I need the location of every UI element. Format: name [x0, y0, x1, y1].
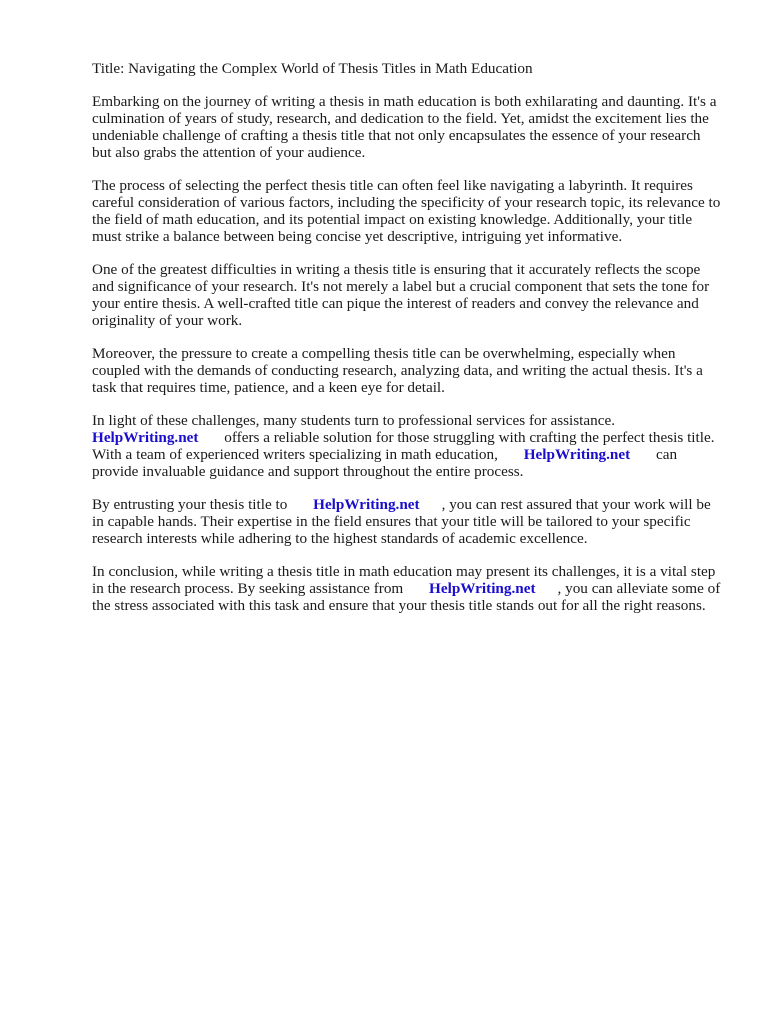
paragraph-difficulties: One of the greatest difficulties in writing a thesis title is ensuring that it accurately reflects the scope and significance of your research. It's not merely a label but a crucial component that sets the tone for your entire thesis. A well-crafted title can pique the interest of readers and convey the relevance and originality of your work.	[92, 261, 710, 329]
paragraph-entrusting-text-1: By entrusting your thesis title to	[92, 496, 288, 513]
paragraph-conclusion	[92, 563, 722, 614]
helpwriting-link-3[interactable]: HelpWriting.net	[313, 496, 420, 513]
paragraph-services-text-3: can provide invaluable guidance and support throughout the entire process.	[92, 446, 678, 480]
helpwriting-link-1[interactable]: HelpWriting.net	[92, 429, 199, 446]
document-body	[92, 60, 722, 630]
paragraph-conclusion-text-2: , you can alleviate some of the stress associated with this task and ensure that your thesis title stands out for all the right reasons.	[92, 580, 721, 614]
paragraph-process: The process of selecting the perfect thesis title can often feel like navigating a labyrinth. It requires careful consideration of various factors, including the specificity of your research topic, its relevance to the field of math education, and its potential impact on existing knowledge. Additionally, your title must strike a balance between being concise yet descriptive, intriguing yet informative.	[92, 177, 721, 245]
helpwriting-link-4[interactable]: HelpWriting.net	[429, 580, 536, 597]
paragraph-entrusting	[92, 496, 722, 547]
paragraph-pressure: Moreover, the pressure to create a compelling thesis title can be overwhelming, especially when coupled with the demands of conducting research, analyzing data, and writing the actual thesis. It's a task that requires time, patience, and a keen eye for detail.	[92, 345, 703, 396]
paragraph-intro: Embarking on the journey of writing a thesis in math education is both exhilarating and daunting. It's a culmination of years of study, research, and dedication to the field. Yet, amidst the excitement lies the undeniable challenge of crafting a thesis title that not only encapsulates the essence of your research but also grabs the attention of your audience.	[92, 93, 717, 161]
paragraph-services	[92, 412, 722, 480]
paragraph-services-text-2: offers a reliable solution for those struggling with crafting the perfect thesis title. With a team of experienced writers specializing in math education,	[92, 429, 715, 463]
paragraph-services-text-1: In light of these challenges, many students turn to professional services for assistance.	[92, 412, 615, 429]
paragraph-entrusting-text-2: , you can rest assured that your work will be in capable hands. Their expertise in the field ensures that your title will be tailored to your specific research interests while adhering to the highest standards of academic excellence.	[92, 496, 711, 547]
paragraph-conclusion-text-1: In conclusion, while writing a thesis title in math education may present its challenges, it is a vital step in the research process. By seeking assistance from	[92, 563, 716, 597]
document-title: Title: Navigating the Complex World of Thesis Titles in Math Education	[92, 60, 533, 77]
helpwriting-link-2[interactable]: HelpWriting.net	[523, 446, 631, 463]
